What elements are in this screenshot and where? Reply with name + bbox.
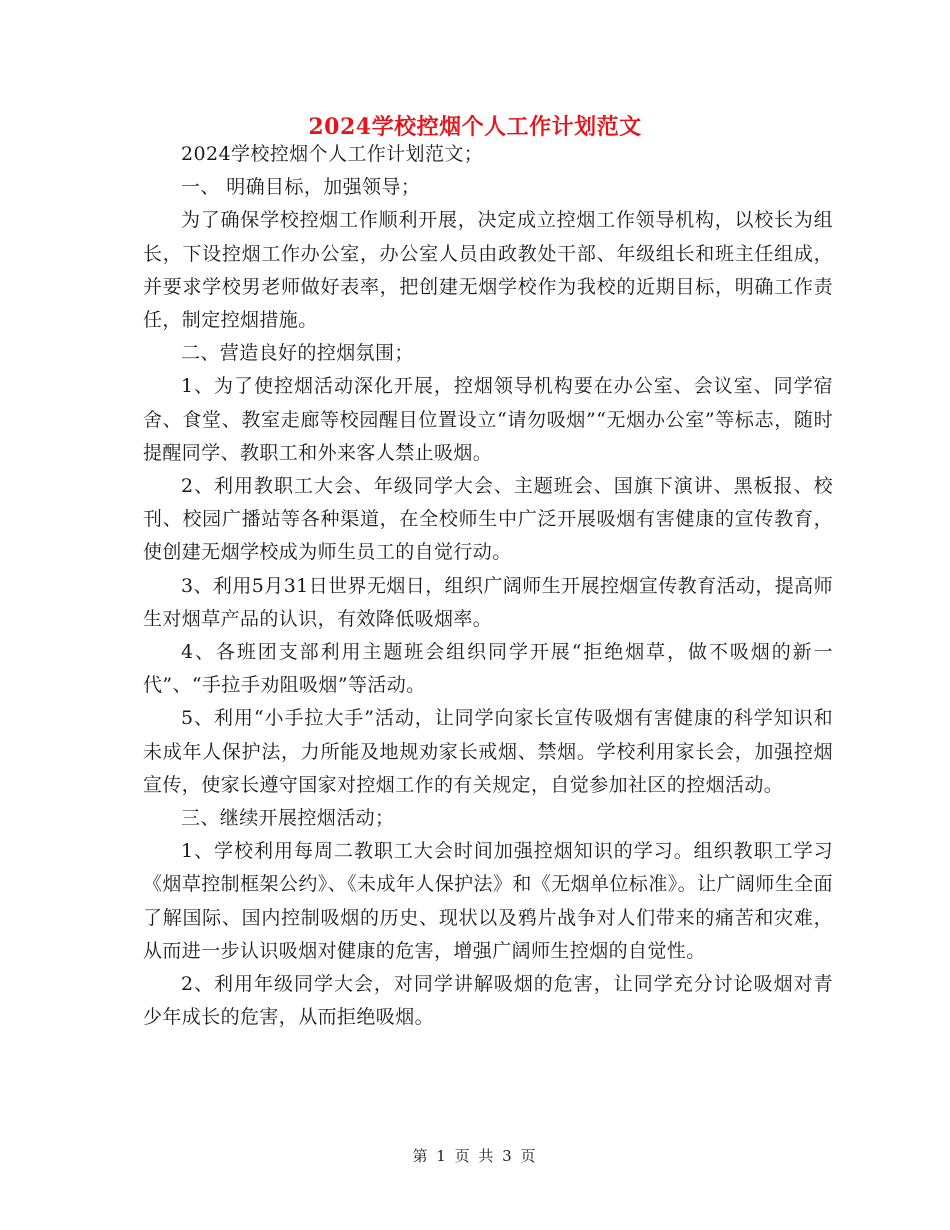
paragraph-item: 1、为了使控烟活动深化开展，控烟领导机构要在办公室、会议室、同学宿舍、食堂、教室走廊等校园醒目位置设立“请勿吸烟”“无烟办公室”等标志，随时提醒同学、教职工和外来客人禁止吸烟。 <box>143 375 833 464</box>
document-body <box>143 138 833 1034</box>
paragraph-item: 2、利用年级同学大会，对同学讲解吸烟的危害，让同学充分讨论吸烟对青少年成长的危害，从而拒绝吸烟。 <box>143 973 833 1029</box>
paragraph-item: 1、学校利用每周二教职工大会时间加强控烟知识的学习。组织教职工学习《烟草控制框架公约》、《未成年人保护法》和《无烟单位标准》。让广阔师生全面了解国际、国内控制吸烟的历史、现状以及鸦片战争对人们带来的痛苦和灾难，从而进一步认识吸烟对健康的危害，增强广阔师生控烟的自觉性。 <box>143 840 833 962</box>
paragraph-item: 2、利用教职工大会、年级同学大会、主题班会、国旗下演讲、黑板报、校刊、校园广播站等各种渠道，在全校师生中广泛开展吸烟有害健康的宣传教育，使创建无烟学校成为师生员工的自觉行动。 <box>143 475 833 564</box>
section-heading-2: 二、营造良好的控烟氛围； <box>181 342 414 365</box>
paragraph-intro: 2024学校控烟个人工作计划范文； <box>181 143 484 165</box>
paragraph-leadership: 为了确保学校控烟工作顺利开展，决定成立控烟工作领导机构，以校长为组长，下设控烟工作办公室，办公室人员由政教处干部、年级组长和班主任组成，并要求学校男老师做好表率，把创建无烟学校作为我校的近期目标，明确工作责任，制定控烟措施。 <box>143 209 833 332</box>
document-title: 2024学校控烟个人工作计划范文 <box>308 114 642 140</box>
section-heading-1: 一、 明确目标，加强领导； <box>181 176 421 199</box>
paragraph-item: 3、利用5月31日世界无烟日，组织广阔师生开展控烟宣传教育活动，提高师生对烟草产品的认识，有效降低吸烟率。 <box>143 574 833 630</box>
page-footer: 第 1 页 共 3 页 <box>412 1147 538 1165</box>
paragraph-item: 4、各班团支部利用主题班会组织同学开展“拒绝烟草，做不吸烟的新一代”、“手拉手劝阻吸烟”等活动。 <box>143 641 833 697</box>
paragraph-item: 5、利用“小手拉大手”活动，让同学向家长宣传吸烟有害健康的科学知识和未成年人保护法，力所能及地规劝家长戒烟、禁烟。学校利用家长会，加强控烟宣传，使家长遵守国家对控烟工作的有关规定，自觉参加社区的控烟活动。 <box>143 707 833 796</box>
section-heading-3: 三、继续开展控烟活动； <box>181 807 395 830</box>
